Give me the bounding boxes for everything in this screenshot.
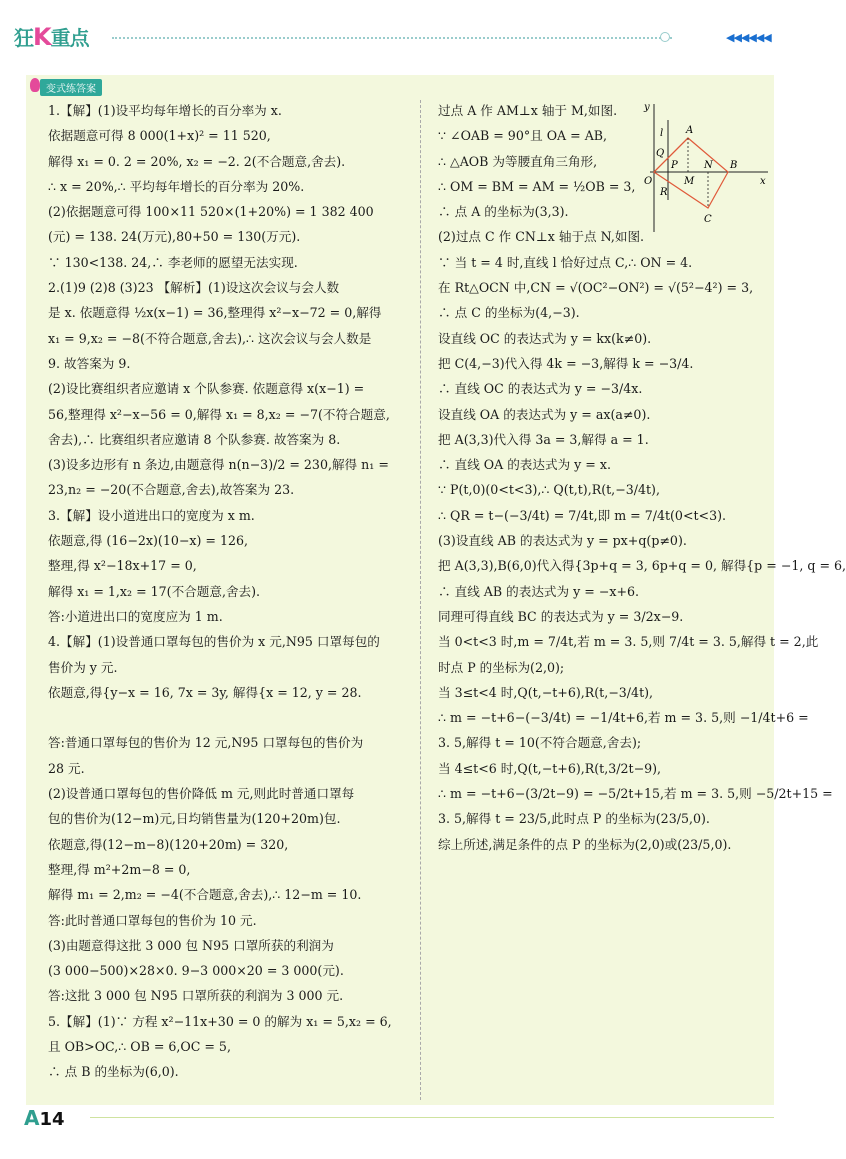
left-text-line: 4.【解】(1)设普通口罩每包的售价为 x 元,N95 口罩每包的 [48,634,380,650]
left-text-line: 1.【解】(1)设平均每年增长的百分率为 x. [48,103,282,118]
right-text-line: (3)设直线 AB 的表达式为 y = px+q(p≠0). [438,533,687,549]
header-logo: 狂K重点 [14,23,89,51]
left-text-line: 5.【解】(1)∵ 方程 x²−11x+30 = 0 的解为 x₁ = 5,x₂ = 6, [48,1013,392,1029]
right-text-line: 同理可得直线 BC 的表达式为 y = 3/2x−9. [438,608,684,624]
left-text-line: 9. 故答案为 9. [48,355,131,371]
label-a: A [686,125,694,136]
column-divider [420,100,421,1100]
lightbulb-icon [30,78,40,92]
label-p: P [671,160,678,171]
left-text-line: (2)依据题意可得 100×11 520×(1+20%) = 1 382 400 [48,204,374,220]
label-y: y [644,102,650,113]
right-text-line: ∵ P(t,0)(0<t<3),∴ Q(t,t),R(t,−3/4t), [438,482,660,498]
right-text-line: ∴ 直线 AB 的表达式为 y = −x+6. [438,583,640,599]
left-text-line: 售价为 y 元. [48,659,118,675]
left-text-line [48,705,406,730]
left-text-line: (3)设多边形有 n 条边,由题意得 n(n−3)/2 = 230,解得 n₁ = [48,457,389,473]
left-text-line: 答:普通口罩每包的售价为 12 元,N95 口罩每包的售价为 [48,735,364,751]
header-circle-icon [660,32,670,42]
left-text-line: x₁ = 9,x₂ = −8(不符合题意,舍去),∴ 这次会议与会人数是 [48,330,372,346]
left-text-line: (元) = 138. 24(万元),80+50 = 130(万元). [48,229,301,245]
coordinate-diagram [640,100,770,235]
label-n: N [704,160,713,171]
left-text-line: (3)由题意得这批 3 000 包 N95 口罩所获的利润为 [48,937,334,953]
right-text-line: 当 3≤t<4 时,Q(t,−t+6),R(t,−3/4t), [438,684,654,700]
left-text-line: ∴ 点 B 的坐标为(6,0). [48,1064,179,1080]
right-text-line: 当 4≤t<6 时,Q(t,−t+6),R(t,3/2t−9), [438,760,662,776]
right-text-line: 3. 5,解得 t = 10(不符合题意,舍去); [438,735,642,751]
label-o: O [644,176,653,187]
left-text-line: 整理,得 m²+2m−8 = 0, [48,861,191,877]
page-number: A14 [24,1106,65,1130]
header-arrows-icon: ◀◀◀◀◀◀ [726,31,771,44]
left-text-line: 答:此时普通口罩每包的售价为 10 元. [48,912,257,928]
left-text-line: 28 元. [48,760,85,776]
left-text-line: ∴ x = 20%,∴ 平均每年增长的百分率为 20%. [48,178,305,194]
right-text-line: ∵ ∠OAB = 90°且 OA = AB, [438,128,608,144]
left-text-line: 依题意,得 (16−2x)(10−x) = 126, [48,533,249,549]
left-text-line: 是 x. 依题意得 ½x(x−1) = 36,整理得 x²−x−72 = 0,解得 [48,305,382,321]
label-l: l [660,128,664,139]
right-text-line: 把 A(3,3)代入得 3a = 3,解得 a = 1. [438,431,649,447]
right-text-line: 把 C(4,−3)代入得 4k = −3,解得 k = −3/4. [438,355,694,371]
left-text-line: 依题意,得(12−m−8)(120+20m) = 320, [48,836,289,852]
right-text-line: 在 Rt△OCN 中,CN = √(OC²−ON²) = √(5²−4²) = 3, [438,280,754,296]
section-badge: 变式练答案 [40,79,102,96]
left-text-line: 依题意,得{y−x = 16, 7x = 3y, 解得{x = 12, y = 28. [48,684,362,700]
left-text-line: 解得 m₁ = 2,m₂ = −4(不合题意,舍去),∴ 12−m = 10. [48,887,362,903]
right-text-line: ∴ QR = t−(−3/4t) = 7/4t,即 m = 7/4t(0<t<3). [438,507,727,523]
left-text-line: (2)设比赛组织者应邀请 x 个队参赛. 依题意得 x(x−1) = [48,381,365,397]
right-text-line: ∵ 当 t = 4 时,直线 l 恰好过点 C,∴ ON = 4. [438,254,693,270]
left-text-line: 舍去),∴ 比赛组织者应邀请 8 个队参赛. 故答案为 8. [48,431,341,447]
header-dotted-rule [112,37,672,39]
right-text-line: (2)过点 C 作 CN⊥x 轴于点 N,如图. [438,229,645,245]
left-text-line: 解得 x₁ = 0. 2 = 20%, x₂ = −2. 2(不合题意,舍去). [48,153,346,169]
right-text-line: ∴ △AOB 为等腰直角三角形, [438,153,598,169]
right-text-line: ∴ 直线 OC 的表达式为 y = −3/4x. [438,381,643,397]
right-text-line: ∴ 点 C 的坐标为(4,−3). [438,305,580,321]
left-text-line: 解得 x₁ = 1,x₂ = 17(不合题意,舍去). [48,583,261,599]
left-text-line: 答:这批 3 000 包 N95 口罩所获的利润为 3 000 元. [48,988,344,1004]
right-text-line: ∴ m = −t+6−(−3/4t) = −1/4t+6,若 m = 3. 5,则 −1/4t+6 = [438,710,809,726]
right-text-line: ∴ m = −t+6−(3/2t−9) = −5/2t+15,若 m = 3. 5,则 −5/2t+15 = [438,786,833,802]
left-text-line: 2.(1)9 (2)8 (3)23 【解析】(1)设这次会议与会人数 [48,280,340,296]
left-text-line: 答:小道进出口的宽度应为 1 m. [48,608,223,624]
right-text-line: ∴ 直线 OA 的表达式为 y = x. [438,457,611,473]
left-text-line: 整理,得 x²−18x+17 = 0, [48,558,197,574]
right-text-line: 3. 5,解得 t = 23/5,此时点 P 的坐标为(23/5,0). [438,811,710,827]
label-b: B [730,160,738,171]
left-text-line: 23,n₂ = −20(不合题意,舍去),故答案为 23. [48,482,295,498]
right-text-line: 当 0<t<3 时,m = 7/4t,若 m = 3. 5,则 7/4t = 3. 5,解得 t = 2,此 [438,634,819,650]
left-column [48,98,406,1085]
left-text-line: (3 000−500)×28×0. 9−3 000×20 = 3 000(元). [48,963,344,979]
right-text-line: 综上所述,满足条件的点 P 的坐标为(2,0)或(23/5,0). [438,836,732,852]
label-c: C [704,214,712,225]
label-x: x [760,176,766,187]
right-text-line: 设直线 OA 的表达式为 y = ax(a≠0). [438,406,651,422]
right-text-line: 时点 P 的坐标为(2,0); [438,659,565,675]
page-footer-rule [90,1117,774,1118]
left-text-line: 56,整理得 x²−x−56 = 0,解得 x₁ = 8,x₂ = −7(不符合题意, [48,406,390,422]
label-q: Q [656,148,665,159]
left-text-line: ∵ 130<138. 24,∴ 李老师的愿望无法实现. [48,254,298,270]
right-text-line: ∴ 点 A 的坐标为(3,3). [438,204,569,220]
left-text-line: 3.【解】设小道进出口的宽度为 x m. [48,507,255,523]
label-r: R [660,187,668,198]
left-text-line: 包的售价为(12−m)元,日均销售量为(120+20m)包. [48,811,341,827]
right-text-line: 过点 A 作 AM⊥x 轴于 M,如图. [438,103,618,118]
left-text-line: (2)设普通口罩每包的售价降低 m 元,则此时普通口罩每 [48,786,355,802]
right-text-line: ∴ OM = BM = AM = ½OB = 3, [438,178,636,194]
left-text-line: 且 OB>OC,∴ OB = 6,OC = 5, [48,1038,231,1054]
label-m: M [684,176,695,187]
right-text-line: 设直线 OC 的表达式为 y = kx(k≠0). [438,330,652,346]
right-text-line: 把 A(3,3),B(6,0)代入得{3p+q = 3, 6p+q = 0, 解得{p = −1, q = 6, [438,558,846,574]
left-text-line: 依据题意可得 8 000(1+x)² = 11 520, [48,128,271,144]
